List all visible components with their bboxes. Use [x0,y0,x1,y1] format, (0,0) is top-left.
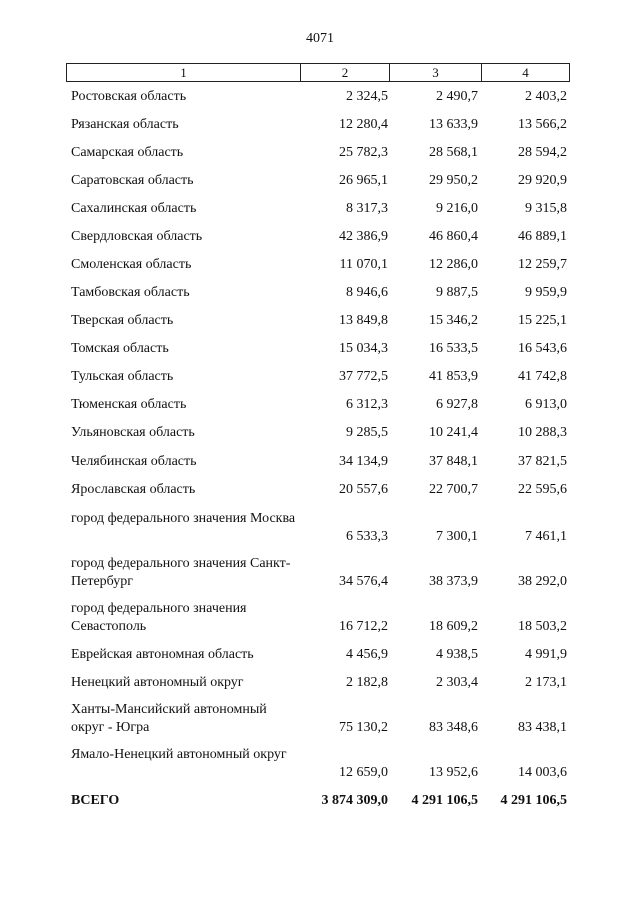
value-col-2: 2 182,8 [346,675,388,690]
value-col-4: 46 889,1 [518,229,567,244]
value-col-4: 28 594,2 [518,145,567,160]
value-col-4: 9 959,9 [525,285,567,300]
value-col-2: 37 772,5 [339,369,388,384]
value-col-2: 34 134,9 [339,454,388,469]
value-col-3: 83 348,6 [429,720,478,735]
value-col-4: 6 913,0 [525,397,567,412]
value-col-3: 2 303,4 [436,675,478,690]
value-col-4: 29 920,9 [518,173,567,188]
value-col-3: 9 216,0 [436,201,478,216]
total-value-col-2: 3 874 309,0 [321,793,388,808]
value-col-3: 4 938,5 [436,647,478,662]
value-col-2: 75 130,2 [339,720,388,735]
value-col-2: 9 285,5 [346,425,388,440]
value-col-4: 2 173,1 [525,675,567,690]
region-name: Еврейская автономная область [71,647,254,662]
region-name: Самарская область [71,145,184,160]
region-name: Смоленская область [71,257,192,272]
region-name: город федерального значения Санкт-Петербург [71,556,291,589]
total-label: ВСЕГО [71,793,120,808]
region-name: Челябинская область [71,454,197,469]
value-col-2: 8 317,3 [346,201,388,216]
value-col-3: 16 533,5 [429,341,478,356]
table-header [66,63,570,82]
value-col-3: 37 848,1 [429,454,478,469]
value-col-3: 46 860,4 [429,229,478,244]
value-col-4: 41 742,8 [518,369,567,384]
value-col-3: 13 952,6 [429,765,478,780]
region-name: Тюменская область [71,397,187,412]
region-name: Саратовская область [71,173,194,188]
total-value-col-4: 4 291 106,5 [500,793,567,808]
page-number: 4071 [306,31,334,46]
value-col-3: 13 633,9 [429,117,478,132]
value-col-4: 9 315,8 [525,201,567,216]
value-col-2: 6 312,3 [346,397,388,412]
value-col-4: 10 288,3 [518,425,567,440]
region-name: Ульяновская область [71,425,195,440]
region-name: Ямало-Ненецкий автономный округ [71,747,287,762]
value-col-2: 11 070,1 [339,257,388,272]
column-header-3: 3 [390,64,482,81]
value-col-3: 22 700,7 [429,482,478,497]
value-col-2: 26 965,1 [339,173,388,188]
value-col-2: 12 659,0 [339,765,388,780]
value-col-3: 2 490,7 [436,89,478,104]
value-col-2: 42 386,9 [339,229,388,244]
region-name: Тульская область [71,369,174,384]
value-col-3: 10 241,4 [429,425,478,440]
value-col-4: 38 292,0 [518,574,567,589]
value-col-2: 6 533,3 [346,529,388,544]
region-name: город федерального значения Москва [71,511,296,526]
value-col-4: 4 991,9 [525,647,567,662]
region-name: Ненецкий автономный округ [71,675,244,690]
region-name: Тверская область [71,313,174,328]
region-name: Свердловская область [71,229,203,244]
value-col-4: 18 503,2 [518,619,567,634]
value-col-4: 14 003,6 [518,765,567,780]
value-col-3: 9 887,5 [436,285,478,300]
value-col-4: 83 438,1 [518,720,567,735]
value-col-4: 16 543,6 [518,341,567,356]
column-header-1: 1 [67,64,301,81]
value-col-3: 38 373,9 [429,574,478,589]
value-col-4: 13 566,2 [518,117,567,132]
value-col-2: 4 456,9 [346,647,388,662]
region-name: Ростовская область [71,89,187,104]
value-col-2: 34 576,4 [339,574,388,589]
value-col-3: 15 346,2 [429,313,478,328]
region-name: Томская область [71,341,169,356]
value-col-3: 41 853,9 [429,369,478,384]
region-name: Ярославская область [71,482,196,497]
region-name: Рязанская область [71,117,179,132]
region-name: город федерального значения Севастополь [71,601,247,634]
value-col-4: 7 461,1 [525,529,567,544]
value-col-3: 6 927,8 [436,397,478,412]
value-col-2: 25 782,3 [339,145,388,160]
region-name: Тамбовская область [71,285,190,300]
value-col-3: 18 609,2 [429,619,478,634]
value-col-3: 29 950,2 [429,173,478,188]
value-col-2: 16 712,2 [339,619,388,634]
region-name: Сахалинская область [71,201,197,216]
value-col-4: 12 259,7 [518,257,567,272]
value-col-4: 2 403,2 [525,89,567,104]
value-col-3: 28 568,1 [429,145,478,160]
column-header-4: 4 [522,65,529,80]
region-name: Ханты-Мансийский автономный округ - Югра [71,702,267,735]
column-header-2: 2 [301,64,390,81]
value-col-2: 15 034,3 [339,341,388,356]
value-col-2: 2 324,5 [346,89,388,104]
value-col-3: 12 286,0 [429,257,478,272]
total-value-col-3: 4 291 106,5 [411,793,478,808]
value-col-3: 7 300,1 [436,529,478,544]
value-col-2: 13 849,8 [339,313,388,328]
value-col-4: 15 225,1 [518,313,567,328]
value-col-4: 22 595,6 [518,482,567,497]
value-col-2: 20 557,6 [339,482,388,497]
value-col-4: 37 821,5 [518,454,567,469]
value-col-2: 8 946,6 [346,285,388,300]
value-col-2: 12 280,4 [339,117,388,132]
